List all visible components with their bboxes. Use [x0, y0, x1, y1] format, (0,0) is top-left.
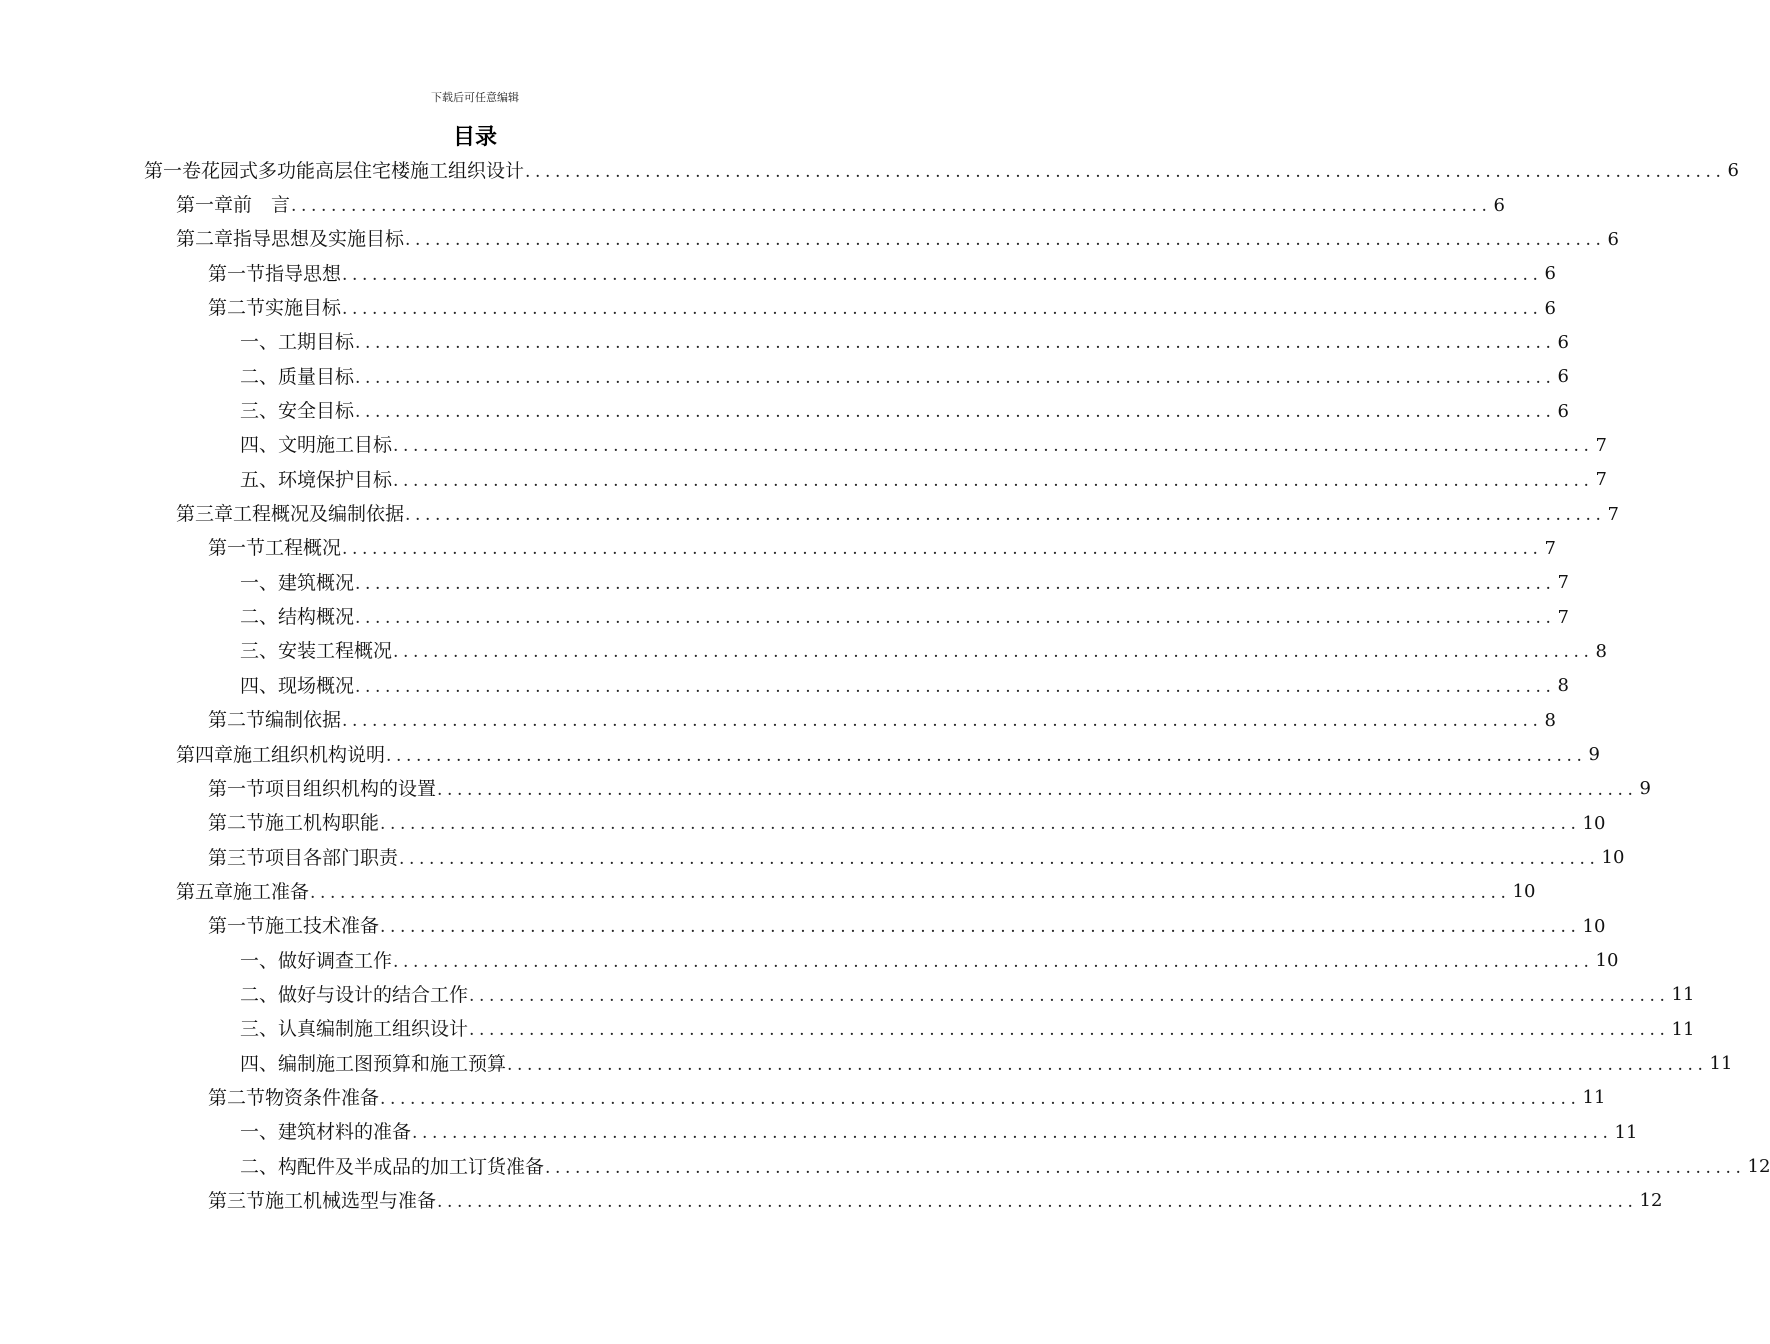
toc-entry-number: 第二节 [208, 709, 266, 732]
toc-entry-number: 第二节 [208, 812, 266, 835]
toc-dot-leader: ........................................................................................................................ [342, 539, 1543, 560]
toc-entry-title: 认真编制施工组织设计 [278, 1018, 469, 1041]
toc-dot-leader: ........................................................................................................................ [355, 402, 1556, 423]
toc-entry-number: 第二章 [176, 228, 234, 251]
toc-entry-page: 7 [1607, 503, 1619, 525]
toc-entry-title: 工程概况及编制依据 [233, 503, 405, 526]
toc-title: 目录 [452, 125, 497, 150]
toc-entry-number: 第三节 [208, 846, 266, 869]
toc-entry-number: 四、 [240, 434, 279, 457]
toc-entry-page: 7 [1557, 572, 1569, 594]
toc-entry-page: 8 [1544, 709, 1556, 731]
toc-entry-page: 11 [1671, 1018, 1695, 1040]
toc-entry[interactable] [0, 1081, 1606, 1115]
toc-entry-page: 8 [1557, 675, 1569, 697]
toc-dot-leader: ........................................................................................................................ [469, 1020, 1670, 1041]
toc-dot-leader: ........................................................................................................................ [525, 161, 1726, 182]
toc-entry-number: 第五章 [176, 880, 234, 903]
toc-dot-leader: ........................................................................................................................ [545, 1157, 1746, 1178]
toc-entry-page: 11 [1671, 984, 1695, 1006]
toc-entry[interactable] [0, 1150, 1770, 1184]
toc-entry[interactable] [0, 807, 1606, 841]
toc-entry[interactable] [0, 326, 1569, 360]
toc-entry-page: 6 [1557, 400, 1569, 422]
toc-dot-leader: ........................................................................................................................ [405, 505, 1606, 526]
toc-dot-leader: ........................................................................................................................ [342, 711, 1543, 732]
toc-entry[interactable] [0, 1116, 1638, 1150]
toc-entry-number: 二、 [240, 1155, 279, 1178]
toc-entry-page: 6 [1557, 366, 1569, 388]
toc-entry[interactable] [0, 394, 1569, 428]
toc-entry-page: 10 [1582, 915, 1606, 937]
toc-dot-leader: ........................................................................................................................ [355, 676, 1556, 697]
toc-entry-title: 项目组织机构的设置 [265, 777, 437, 800]
toc-entry[interactable] [0, 566, 1569, 600]
toc-entry[interactable] [0, 360, 1569, 394]
toc-entry-page: 7 [1595, 469, 1607, 491]
toc-dot-leader: ........................................................................................................................ [386, 745, 1587, 766]
toc-entry-title: 物资条件准备 [265, 1086, 380, 1109]
toc-entry-number: 二、 [240, 606, 279, 629]
toc-entry-title: 实施目标 [265, 297, 342, 320]
toc-entry-title: 工程概况 [265, 537, 342, 560]
toc-entry-page: 9 [1639, 778, 1651, 800]
toc-dot-leader: ........................................................................................................................ [399, 848, 1600, 869]
toc-entry[interactable] [0, 188, 1505, 222]
toc-entry[interactable] [0, 291, 1556, 325]
toc-dot-leader: ........................................................................................................................ [342, 299, 1543, 320]
toc-entry[interactable] [0, 910, 1606, 944]
toc-entry-number: 二、 [240, 365, 279, 388]
toc-entry-number: 四、 [240, 674, 279, 697]
toc-entry-number: 第一卷 [144, 159, 202, 182]
toc-entry-title: 项目各部门职责 [265, 846, 399, 869]
toc-entry-page: 6 [1557, 331, 1569, 353]
toc-dot-leader: ........................................................................................................................ [355, 573, 1556, 594]
toc-entry-page: 6 [1544, 263, 1556, 285]
toc-entry[interactable] [0, 978, 1695, 1012]
toc-dot-leader: ........................................................................................................................ [380, 917, 1581, 938]
toc-entry[interactable] [0, 875, 1536, 909]
toc-entry-page: 6 [1493, 194, 1505, 216]
toc-entry-page: 10 [1601, 847, 1625, 869]
toc-entry-number: 三、 [240, 640, 279, 663]
toc-entry-page: 6 [1544, 297, 1556, 319]
toc-entry[interactable] [0, 944, 1619, 978]
toc-entry-title: 施工组织机构说明 [233, 743, 386, 766]
toc-entry-title: 环境保护目标 [278, 468, 393, 491]
toc-entry-number: 第一节 [208, 262, 266, 285]
toc-entry-page: 12 [1747, 1156, 1770, 1178]
toc-entry-number: 三、 [240, 1018, 279, 1041]
toc-entry-title: 前 言 [233, 194, 291, 217]
toc-entry-page: 7 [1595, 434, 1607, 456]
toc-entry-number: 一、 [240, 331, 279, 354]
toc-entry-title: 花园式多功能高层住宅楼施工组织设计 [201, 159, 525, 182]
toc-entry-number: 第四章 [176, 743, 234, 766]
toc-entry-number: 第一章 [176, 194, 234, 217]
toc-entry-title: 质量目标 [278, 365, 355, 388]
toc-entry-title: 现场概况 [278, 674, 355, 697]
toc-dot-leader: ........................................................................................................................ [469, 985, 1670, 1006]
toc-entry[interactable] [0, 704, 1556, 738]
toc-entry-number: 第一节 [208, 537, 266, 560]
toc-entry-number: 第三节 [208, 1189, 266, 1212]
toc-entry[interactable] [0, 669, 1569, 703]
toc-dot-leader: ........................................................................................................................ [437, 1191, 1638, 1212]
toc-entry-page: 8 [1595, 640, 1607, 662]
toc-entry-number: 第三章 [176, 503, 234, 526]
toc-entry-title: 文明施工目标 [278, 434, 393, 457]
toc-dot-leader: ........................................................................................................................ [393, 436, 1594, 457]
toc-entry-number: 第二节 [208, 1086, 266, 1109]
toc-dot-leader: ........................................................................................................................ [405, 230, 1606, 251]
toc-dot-leader: ........................................................................................................................ [310, 882, 1511, 903]
toc-entry-page: 7 [1557, 606, 1569, 628]
toc-dot-leader: ........................................................................................................................ [291, 196, 1492, 217]
toc-entry[interactable] [0, 154, 1739, 188]
toc-entry[interactable] [0, 1013, 1695, 1047]
toc-dot-leader: ........................................................................................................................ [412, 1123, 1613, 1144]
toc-entry-title: 施工技术准备 [265, 915, 380, 938]
toc-entry-title: 安全目标 [278, 400, 355, 423]
toc-entry-page: 6 [1727, 160, 1739, 182]
toc-entry-title: 指导思想及实施目标 [233, 228, 405, 251]
toc-entry[interactable] [0, 1047, 1733, 1081]
toc-entry-number: 二、 [240, 983, 279, 1006]
toc-entry-page: 11 [1709, 1053, 1733, 1075]
toc-entry-number: 一、 [240, 949, 279, 972]
toc-entry-title: 建筑概况 [278, 571, 355, 594]
toc-dot-leader: ........................................................................................................................ [355, 608, 1556, 629]
toc-entry[interactable] [0, 463, 1607, 497]
toc-entry-page: 10 [1512, 881, 1536, 903]
toc-entry-page: 10 [1582, 812, 1606, 834]
toc-dot-leader: ........................................................................................................................ [393, 642, 1594, 663]
toc-entry[interactable] [0, 223, 1619, 257]
toc-dot-leader: ........................................................................................................................ [437, 779, 1638, 800]
toc-dot-leader: ........................................................................................................................ [355, 333, 1556, 354]
toc-entry[interactable] [0, 497, 1619, 531]
toc-entry-title: 构配件及半成品的加工订货准备 [278, 1155, 545, 1178]
toc-entry-title: 施工机械选型与准备 [265, 1189, 437, 1212]
toc-entry-page: 11 [1582, 1087, 1606, 1109]
toc-entry-page: 10 [1595, 950, 1619, 972]
toc-entry[interactable] [0, 532, 1556, 566]
toc-entry-number: 第一节 [208, 915, 266, 938]
toc-entry-page: 9 [1588, 744, 1600, 766]
toc-dot-leader: ........................................................................................................................ [342, 264, 1543, 285]
toc-entry-number: 一、 [240, 1121, 279, 1144]
toc-entry-page: 7 [1544, 537, 1556, 559]
toc-entry-page: 11 [1614, 1121, 1638, 1143]
toc-entry[interactable] [0, 635, 1607, 669]
toc-list [0, 154, 1770, 1219]
toc-dot-leader: ........................................................................................................................ [507, 1054, 1708, 1075]
toc-entry-title: 编制施工图预算和施工预算 [278, 1052, 507, 1075]
toc-dot-leader: ........................................................................................................................ [393, 951, 1594, 972]
toc-dot-leader: ........................................................................................................................ [393, 470, 1594, 491]
toc-entry-title: 做好调查工作 [278, 949, 393, 972]
download-note: 下载后可任意编辑 [431, 91, 519, 104]
toc-entry-title: 指导思想 [265, 262, 342, 285]
toc-entry[interactable] [0, 841, 1625, 875]
toc-entry-number: 一、 [240, 571, 279, 594]
toc-entry-number: 第一节 [208, 777, 266, 800]
toc-dot-leader: ........................................................................................................................ [355, 367, 1556, 388]
toc-entry-title: 建筑材料的准备 [278, 1121, 412, 1144]
toc-entry[interactable] [0, 738, 1600, 772]
toc-entry-number: 五、 [240, 468, 279, 491]
toc-entry-page: 12 [1639, 1190, 1663, 1212]
toc-entry[interactable] [0, 257, 1556, 291]
toc-entry[interactable] [0, 1184, 1663, 1218]
toc-entry-page: 6 [1607, 228, 1619, 250]
toc-entry-title: 施工准备 [233, 880, 310, 903]
toc-entry-number: 三、 [240, 400, 279, 423]
toc-entry[interactable] [0, 600, 1569, 634]
toc-entry-title: 做好与设计的结合工作 [278, 983, 469, 1006]
toc-entry[interactable] [0, 772, 1651, 806]
toc-entry-title: 编制依据 [265, 709, 342, 732]
toc-entry-title: 工期目标 [278, 331, 355, 354]
toc-entry-title: 安装工程概况 [278, 640, 393, 663]
toc-dot-leader: ........................................................................................................................ [380, 1088, 1581, 1109]
toc-entry-number: 第二节 [208, 297, 266, 320]
toc-entry-title: 结构概况 [278, 606, 355, 629]
toc-entry-title: 施工机构职能 [265, 812, 380, 835]
toc-dot-leader: ........................................................................................................................ [380, 814, 1581, 835]
toc-entry[interactable] [0, 429, 1607, 463]
toc-entry-number: 四、 [240, 1052, 279, 1075]
